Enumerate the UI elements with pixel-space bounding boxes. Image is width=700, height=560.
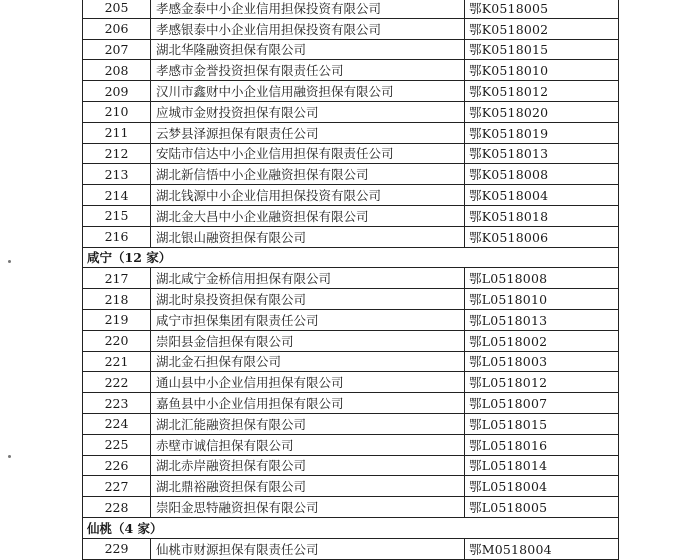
company-name: 湖北银山融资担保有限公司 <box>151 226 465 247</box>
table-row <box>83 538 619 559</box>
company-name: 湖北华隆融资担保有限公司 <box>151 39 465 60</box>
row-number: 229 <box>83 538 151 559</box>
license-code: 鄂K0518012 <box>465 81 619 102</box>
company-name: 云梦县泽源担保有限责任公司 <box>151 122 465 143</box>
table-body <box>83 0 619 559</box>
row-number: 221 <box>83 351 151 372</box>
company-name: 湖北金大昌中小企业融资担保有限公司 <box>151 205 465 226</box>
scan-speck <box>8 260 11 263</box>
company-name: 孝感银泰中小企业信用担保投资有限公司 <box>151 18 465 39</box>
table-row <box>83 39 619 60</box>
company-name: 安陆市信达中小企业信用担保有限责任公司 <box>151 143 465 164</box>
table-row <box>83 0 619 18</box>
company-name: 湖北鼎裕融资担保有限公司 <box>151 476 465 497</box>
row-number: 206 <box>83 18 151 39</box>
row-number: 208 <box>83 60 151 81</box>
table-row <box>83 122 619 143</box>
company-name: 崇阳县金信担保有限公司 <box>151 330 465 351</box>
row-number: 210 <box>83 101 151 122</box>
company-name: 仙桃市财源担保有限责任公司 <box>151 538 465 559</box>
table-row <box>83 164 619 185</box>
license-code: 鄂L0518004 <box>465 476 619 497</box>
table-row <box>83 226 619 247</box>
company-name: 赤壁市诚信担保有限公司 <box>151 434 465 455</box>
region-header: 仙桃（4 家） <box>83 517 619 538</box>
region-header-row <box>83 247 619 268</box>
table-row <box>83 143 619 164</box>
table-row <box>83 185 619 206</box>
license-code: 鄂K0518008 <box>465 164 619 185</box>
license-code: 鄂M0518004 <box>465 538 619 559</box>
table-row <box>83 455 619 476</box>
table-row <box>83 393 619 414</box>
license-code: 鄂K0518006 <box>465 226 619 247</box>
row-number: 216 <box>83 226 151 247</box>
row-number: 222 <box>83 372 151 393</box>
table-row <box>83 351 619 372</box>
license-code: 鄂L0518008 <box>465 268 619 289</box>
guarantee-company-table <box>82 0 619 560</box>
license-code: 鄂K0518002 <box>465 18 619 39</box>
row-number: 225 <box>83 434 151 455</box>
license-code: 鄂L0518007 <box>465 393 619 414</box>
license-code: 鄂K0518010 <box>465 60 619 81</box>
license-code: 鄂L0518002 <box>465 330 619 351</box>
license-code: 鄂K0518015 <box>465 39 619 60</box>
table-row <box>83 330 619 351</box>
license-code: 鄂L0518013 <box>465 309 619 330</box>
table-row <box>83 18 619 39</box>
license-code: 鄂K0518020 <box>465 101 619 122</box>
region-header: 咸宁（12 家） <box>83 247 619 268</box>
row-number: 223 <box>83 393 151 414</box>
table-row <box>83 413 619 434</box>
license-code: 鄂K0518013 <box>465 143 619 164</box>
company-name: 湖北钱源中小企业信用担保投资有限公司 <box>151 185 465 206</box>
company-name: 湖北赤岸融资担保有限公司 <box>151 455 465 476</box>
row-number: 214 <box>83 185 151 206</box>
company-name: 崇阳金思特融资担保有限公司 <box>151 497 465 518</box>
row-number: 213 <box>83 164 151 185</box>
license-code: 鄂L0518010 <box>465 289 619 310</box>
company-name: 应城市金财投资担保有限公司 <box>151 101 465 122</box>
row-number: 212 <box>83 143 151 164</box>
company-name: 湖北汇能融资担保有限公司 <box>151 413 465 434</box>
license-code: 鄂L0518012 <box>465 372 619 393</box>
table-row <box>83 434 619 455</box>
company-name: 湖北金石担保有限公司 <box>151 351 465 372</box>
company-name: 汉川市鑫财中小企业信用融资担保有限公司 <box>151 81 465 102</box>
license-code: 鄂K0518019 <box>465 122 619 143</box>
company-name: 湖北新信悟中小企业融资担保有限公司 <box>151 164 465 185</box>
license-code: 鄂L0518003 <box>465 351 619 372</box>
company-name: 孝感市金誉投资担保有限责任公司 <box>151 60 465 81</box>
row-number: 209 <box>83 81 151 102</box>
license-code: 鄂L0518005 <box>465 497 619 518</box>
table-row <box>83 60 619 81</box>
region-header-row <box>83 517 619 538</box>
company-name: 湖北咸宁金桥信用担保有限公司 <box>151 268 465 289</box>
row-number: 211 <box>83 122 151 143</box>
row-number: 218 <box>83 289 151 310</box>
license-code: 鄂K0518004 <box>465 185 619 206</box>
row-number: 207 <box>83 39 151 60</box>
license-code: 鄂L0518015 <box>465 413 619 434</box>
row-number: 219 <box>83 309 151 330</box>
license-code: 鄂K0518018 <box>465 205 619 226</box>
company-name: 咸宁市担保集团有限责任公司 <box>151 309 465 330</box>
row-number: 228 <box>83 497 151 518</box>
row-number: 224 <box>83 413 151 434</box>
table-row <box>83 372 619 393</box>
row-number: 226 <box>83 455 151 476</box>
table-row <box>83 268 619 289</box>
row-number: 217 <box>83 268 151 289</box>
table-row <box>83 101 619 122</box>
row-number: 215 <box>83 205 151 226</box>
company-name: 通山县中小企业信用担保有限公司 <box>151 372 465 393</box>
row-number: 227 <box>83 476 151 497</box>
table-row <box>83 205 619 226</box>
company-name: 孝感金泰中小企业信用担保投资有限公司 <box>151 0 465 18</box>
scan-speck <box>8 455 11 458</box>
table-row <box>83 81 619 102</box>
row-number: 220 <box>83 330 151 351</box>
table-row <box>83 476 619 497</box>
table-row <box>83 497 619 518</box>
row-number: 205 <box>83 0 151 18</box>
license-code: 鄂L0518016 <box>465 434 619 455</box>
company-name: 湖北时泉投资担保有限公司 <box>151 289 465 310</box>
table-row <box>83 289 619 310</box>
table-row <box>83 309 619 330</box>
license-code: 鄂L0518014 <box>465 455 619 476</box>
license-code: 鄂K0518005 <box>465 0 619 18</box>
company-name: 嘉鱼县中小企业信用担保有限公司 <box>151 393 465 414</box>
